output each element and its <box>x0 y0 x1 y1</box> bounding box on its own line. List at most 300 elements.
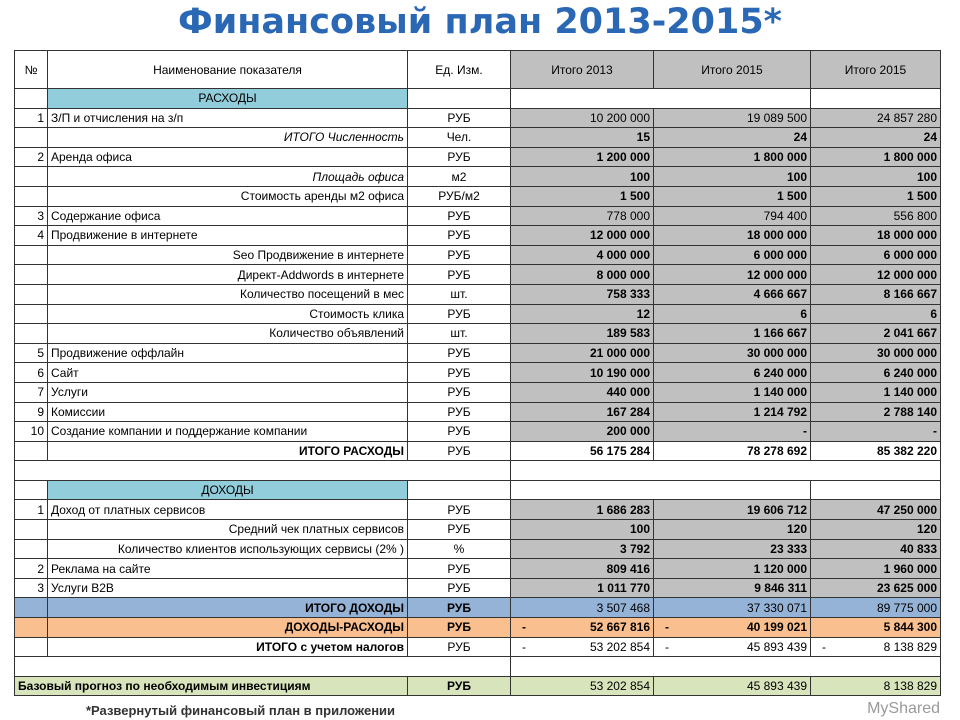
value-wrapper <box>657 246 807 264</box>
row-unit: РУБ <box>408 618 511 638</box>
value-text: 15 <box>636 130 650 145</box>
row-value-2 <box>654 676 811 696</box>
table-row <box>15 304 941 324</box>
table-row <box>15 265 941 285</box>
row-name: Аренда офиса <box>48 147 408 167</box>
value-wrapper <box>814 422 937 440</box>
value-text: 120 <box>786 522 807 537</box>
value-wrapper <box>814 226 937 244</box>
value-text: 12 000 000 <box>589 228 650 243</box>
row-unit: шт. <box>408 324 511 344</box>
row-name: Продвижение оффлайн <box>48 343 408 363</box>
value-text: 1 686 283 <box>596 502 650 517</box>
value-text: 3 792 <box>619 541 650 556</box>
value-wrapper <box>514 109 650 127</box>
row-unit: РУБ <box>408 578 511 598</box>
row-value-3 <box>811 147 941 167</box>
header-total-2: Итого 2015 <box>654 51 811 89</box>
value-text: 556 800 <box>893 208 937 223</box>
row-num <box>15 284 48 304</box>
value-wrapper <box>514 403 650 421</box>
value-text: 24 <box>793 130 807 145</box>
value-wrapper <box>657 266 807 284</box>
row-value-2 <box>654 147 811 167</box>
value-text: 53 202 854 <box>589 639 650 654</box>
value-text: 24 857 280 <box>876 110 937 125</box>
value-text: 1 011 770 <box>597 581 650 596</box>
value-wrapper <box>514 128 650 146</box>
value-wrapper <box>657 207 807 225</box>
row-unit: РУБ <box>408 559 511 579</box>
value-wrapper <box>814 677 937 695</box>
value-wrapper <box>814 207 937 225</box>
value-text: 8 166 667 <box>883 287 937 302</box>
row-name: Средний чек платных сервисов <box>48 520 408 540</box>
table-row <box>15 226 941 246</box>
row-num <box>15 520 48 540</box>
value-text: 8 138 829 <box>883 639 937 654</box>
value-text: 758 333 <box>606 287 650 302</box>
row-value-3 <box>811 676 941 696</box>
row-name: З/П и отчисления на з/п <box>48 108 408 128</box>
value-wrapper <box>814 560 937 578</box>
value-wrapper <box>514 599 650 617</box>
row-value-1 <box>511 598 654 618</box>
table-row <box>15 422 941 442</box>
row-unit: РУБ <box>408 382 511 402</box>
value-wrapper <box>814 148 937 166</box>
value-text: 47 250 000 <box>876 502 937 517</box>
value-wrapper <box>657 324 807 342</box>
value-text: 6 <box>800 306 807 321</box>
row-name: Доход от платных сервисов <box>48 500 408 520</box>
value-wrapper <box>814 285 937 303</box>
value-wrapper <box>814 364 937 382</box>
row-unit: РУБ <box>408 245 511 265</box>
row-value-1 <box>511 147 654 167</box>
header-total-1: Итого 2013 <box>511 51 654 89</box>
row-value-3 <box>811 265 941 285</box>
value-wrapper <box>657 403 807 421</box>
value-wrapper <box>657 383 807 401</box>
value-text: 12 <box>636 306 650 321</box>
row-name: Услуги B2B <box>48 578 408 598</box>
row-num <box>15 265 48 285</box>
value-wrapper <box>814 442 937 460</box>
row-name: Создание компании и поддержание компании <box>48 422 408 442</box>
footnote: *Развернутый финансовый план в приложении <box>86 703 396 718</box>
value-text: 100 <box>786 169 807 184</box>
row-value-1 <box>511 422 654 442</box>
row-value-2 <box>654 206 811 226</box>
value-text: 23 333 <box>770 541 807 556</box>
value-wrapper <box>514 285 650 303</box>
value-wrapper <box>514 638 650 656</box>
row-name: Количество клиентов использующих сервисы (2% ) <box>48 539 408 559</box>
row-value-2 <box>654 578 811 598</box>
row-value-1 <box>511 637 654 657</box>
row-unit: Чел. <box>408 128 511 148</box>
value-wrapper <box>657 128 807 146</box>
value-text: 24 <box>923 130 937 145</box>
header-name: Наименование показателя <box>48 51 408 89</box>
row-unit: РУБ <box>408 265 511 285</box>
value-text: - <box>803 424 807 439</box>
value-text: 45 893 439 <box>746 679 807 694</box>
table-row <box>15 382 941 402</box>
negative-sign: - <box>665 639 669 654</box>
empty-cell <box>15 461 511 481</box>
value-wrapper <box>657 560 807 578</box>
row-unit: РУБ <box>408 676 511 696</box>
value-wrapper <box>657 618 807 636</box>
row-name: Стоимость клика <box>48 304 408 324</box>
row-num <box>15 539 48 559</box>
value-wrapper <box>514 618 650 636</box>
row-value-3 <box>811 324 941 344</box>
value-text: 1 500 <box>906 189 937 204</box>
row-value-1 <box>511 284 654 304</box>
row-value-1 <box>511 128 654 148</box>
row-value-3 <box>811 363 941 383</box>
value-text: 10 190 000 <box>589 365 650 380</box>
table-header <box>15 51 941 89</box>
row-unit: РУБ <box>408 226 511 246</box>
value-text: 2 788 140 <box>883 404 937 419</box>
row-value-2 <box>654 598 811 618</box>
row-value-2 <box>654 245 811 265</box>
value-text: 30 000 000 <box>746 346 807 361</box>
table-row <box>15 500 941 520</box>
row-value-2 <box>654 382 811 402</box>
row-value-1 <box>511 500 654 520</box>
header-total-3: Итого 2015 <box>811 51 941 89</box>
row-unit: РУБ <box>408 637 511 657</box>
row-num <box>15 441 48 461</box>
table-row <box>15 89 941 109</box>
value-text: 1 800 000 <box>883 150 937 165</box>
row-value-1 <box>511 245 654 265</box>
row-name: ДОХОДЫ-РАСХОДЫ <box>48 618 408 638</box>
value-wrapper <box>514 226 650 244</box>
value-text: 100 <box>629 522 650 537</box>
row-name: ИТОГО Численность <box>48 128 408 148</box>
value-wrapper <box>814 266 937 284</box>
value-text: 2 041 667 <box>883 326 937 341</box>
table-row <box>15 245 941 265</box>
row-name: Seo Продвижение в интернете <box>48 245 408 265</box>
row-value-1 <box>511 265 654 285</box>
value-wrapper <box>657 364 807 382</box>
value-text: 1 200 000 <box>596 150 650 165</box>
row-value-2 <box>654 108 811 128</box>
value-text: 1 214 792 <box>753 404 807 419</box>
row-unit: РУБ <box>408 598 511 618</box>
value-text: 1 140 000 <box>753 385 807 400</box>
empty-cell <box>408 480 511 500</box>
row-value-3 <box>811 304 941 324</box>
value-text: 1 500 <box>776 189 807 204</box>
row-unit: РУБ <box>408 108 511 128</box>
row-value-3 <box>811 441 941 461</box>
row-name: ИТОГО ДОХОДЫ <box>48 598 408 618</box>
value-wrapper <box>657 305 807 323</box>
row-num <box>15 324 48 344</box>
negative-sign: - <box>522 620 526 635</box>
negative-sign: - <box>822 639 826 654</box>
row-value-2 <box>654 422 811 442</box>
value-wrapper <box>514 579 650 597</box>
row-value-1 <box>511 618 654 638</box>
value-text: 18 000 000 <box>876 228 937 243</box>
row-name: Сайт <box>48 363 408 383</box>
row-value-2 <box>654 186 811 206</box>
empty-cell <box>511 461 941 481</box>
row-value-3 <box>811 226 941 246</box>
row-name: ИТОГО РАСХОДЫ <box>48 441 408 461</box>
table-row <box>15 520 941 540</box>
value-wrapper <box>657 442 807 460</box>
section-title: РАСХОДЫ <box>48 89 408 109</box>
row-num <box>15 245 48 265</box>
row-value-3 <box>811 618 941 638</box>
value-text: 4 000 000 <box>596 248 650 263</box>
row-unit: РУБ <box>408 304 511 324</box>
value-text: 100 <box>629 169 650 184</box>
table-row <box>15 167 941 187</box>
value-wrapper <box>814 618 937 636</box>
row-num: 1 <box>15 500 48 520</box>
value-wrapper <box>657 422 807 440</box>
value-text: 809 416 <box>606 561 650 576</box>
value-text: 19 089 500 <box>746 110 807 125</box>
row-value-3 <box>811 598 941 618</box>
table-row <box>15 618 941 638</box>
value-wrapper <box>657 187 807 205</box>
row-name: Реклама на сайте <box>48 559 408 579</box>
value-text: 5 844 300 <box>883 620 937 635</box>
row-value-2 <box>654 559 811 579</box>
row-value-1 <box>511 539 654 559</box>
row-value-1 <box>511 167 654 187</box>
value-wrapper <box>814 344 937 362</box>
value-wrapper <box>514 305 650 323</box>
value-wrapper <box>814 520 937 538</box>
row-value-1 <box>511 520 654 540</box>
row-value-1 <box>511 324 654 344</box>
value-text: 200 000 <box>606 424 650 439</box>
row-value-1 <box>511 578 654 598</box>
row-value-3 <box>811 500 941 520</box>
row-name: Стоимость аренды м2 офиса <box>48 186 408 206</box>
value-wrapper <box>814 501 937 519</box>
empty-cell <box>15 657 511 677</box>
row-value-3 <box>811 343 941 363</box>
value-wrapper <box>514 207 650 225</box>
row-unit: РУБ <box>408 206 511 226</box>
value-text: 45 893 439 <box>746 639 807 654</box>
table-row <box>15 657 941 677</box>
row-num: 2 <box>15 559 48 579</box>
value-text: 21 000 000 <box>589 346 650 361</box>
value-wrapper <box>514 677 650 695</box>
value-text: - <box>933 424 937 439</box>
value-wrapper <box>514 324 650 342</box>
value-text: 89 775 000 <box>876 600 937 615</box>
row-num <box>15 186 48 206</box>
value-wrapper <box>514 246 650 264</box>
value-wrapper <box>814 128 937 146</box>
row-value-2 <box>654 128 811 148</box>
table-row <box>15 402 941 422</box>
table-row <box>15 637 941 657</box>
value-wrapper <box>657 520 807 538</box>
value-wrapper <box>514 442 650 460</box>
row-unit: РУБ <box>408 402 511 422</box>
table-row <box>15 559 941 579</box>
value-wrapper <box>657 109 807 127</box>
value-wrapper <box>657 148 807 166</box>
value-text: 778 000 <box>606 208 650 223</box>
value-text: 3 507 468 <box>596 600 650 615</box>
value-wrapper <box>814 540 937 558</box>
value-text: 1 166 667 <box>753 326 807 341</box>
row-name: ИТОГО с учетом налогов <box>48 637 408 657</box>
table-row <box>15 676 941 696</box>
row-value-1 <box>511 363 654 383</box>
value-wrapper <box>657 168 807 186</box>
value-wrapper <box>514 520 650 538</box>
row-num: 1 <box>15 108 48 128</box>
table-row <box>15 147 941 167</box>
row-value-3 <box>811 559 941 579</box>
value-text: 1 960 000 <box>883 561 937 576</box>
row-value-2 <box>654 363 811 383</box>
row-value-2 <box>654 265 811 285</box>
value-wrapper <box>814 403 937 421</box>
row-value-3 <box>811 284 941 304</box>
table-row <box>15 578 941 598</box>
row-num: 4 <box>15 226 48 246</box>
value-wrapper <box>657 540 807 558</box>
value-wrapper <box>814 109 937 127</box>
table-row <box>15 363 941 383</box>
value-wrapper <box>514 422 650 440</box>
value-text: 12 000 000 <box>876 267 937 282</box>
row-value-1 <box>511 186 654 206</box>
value-wrapper <box>514 540 650 558</box>
row-unit: РУБ <box>408 441 511 461</box>
value-wrapper <box>657 226 807 244</box>
row-value-2 <box>654 520 811 540</box>
row-value-1 <box>511 559 654 579</box>
row-value-3 <box>811 167 941 187</box>
row-value-3 <box>811 186 941 206</box>
row-unit: РУБ/м2 <box>408 186 511 206</box>
header-num: № <box>15 51 48 89</box>
row-num <box>15 128 48 148</box>
row-value-3 <box>811 108 941 128</box>
row-value-1 <box>511 304 654 324</box>
table-row <box>15 480 941 500</box>
value-text: 167 284 <box>606 404 650 419</box>
financial-plan-table <box>14 50 941 696</box>
row-unit: РУБ <box>408 147 511 167</box>
value-text: 8 000 000 <box>596 267 650 282</box>
row-name: Услуги <box>48 382 408 402</box>
row-num: 3 <box>15 578 48 598</box>
row-num <box>15 304 48 324</box>
table-row <box>15 206 941 226</box>
empty-cell <box>511 480 811 500</box>
row-unit: % <box>408 539 511 559</box>
value-wrapper <box>657 599 807 617</box>
value-wrapper <box>514 364 650 382</box>
empty-cell <box>811 480 941 500</box>
value-wrapper <box>657 579 807 597</box>
value-text: 4 666 667 <box>753 287 807 302</box>
row-value-2 <box>654 304 811 324</box>
value-wrapper <box>657 677 807 695</box>
value-text: 78 278 692 <box>746 443 807 458</box>
value-wrapper <box>657 501 807 519</box>
table-row <box>15 324 941 344</box>
value-text: 53 202 854 <box>589 679 650 694</box>
row-value-3 <box>811 637 941 657</box>
row-name: Базовый прогноз по необходимым инвестициям <box>15 676 408 696</box>
empty-cell <box>511 657 941 677</box>
empty-cell <box>511 89 811 109</box>
row-value-3 <box>811 539 941 559</box>
row-value-1 <box>511 441 654 461</box>
row-value-2 <box>654 167 811 187</box>
value-wrapper <box>657 285 807 303</box>
value-wrapper <box>514 266 650 284</box>
value-wrapper <box>514 383 650 401</box>
value-text: 56 175 284 <box>589 443 650 458</box>
row-num: 7 <box>15 382 48 402</box>
row-value-2 <box>654 441 811 461</box>
table-row <box>15 284 941 304</box>
row-value-2 <box>654 226 811 246</box>
row-value-1 <box>511 382 654 402</box>
value-text: 440 000 <box>606 385 650 400</box>
value-text: 6 000 000 <box>883 248 937 263</box>
value-text: 52 667 816 <box>589 620 650 635</box>
value-wrapper <box>657 638 807 656</box>
row-unit: РУБ <box>408 520 511 540</box>
value-wrapper <box>814 324 937 342</box>
row-num: 5 <box>15 343 48 363</box>
row-value-2 <box>654 637 811 657</box>
value-text: 100 <box>916 169 937 184</box>
value-text: 19 606 712 <box>746 502 807 517</box>
empty-cell <box>811 89 941 109</box>
row-value-3 <box>811 206 941 226</box>
table-row <box>15 108 941 128</box>
row-value-2 <box>654 539 811 559</box>
value-text: 85 382 220 <box>876 443 937 458</box>
row-num: 6 <box>15 363 48 383</box>
row-value-1 <box>511 206 654 226</box>
value-wrapper <box>814 246 937 264</box>
row-name: Комиссии <box>48 402 408 422</box>
row-unit: РУБ <box>408 363 511 383</box>
table-row <box>15 186 941 206</box>
value-wrapper <box>814 187 937 205</box>
value-text: 9 846 311 <box>754 581 807 596</box>
row-name: Продвижение в интернете <box>48 226 408 246</box>
